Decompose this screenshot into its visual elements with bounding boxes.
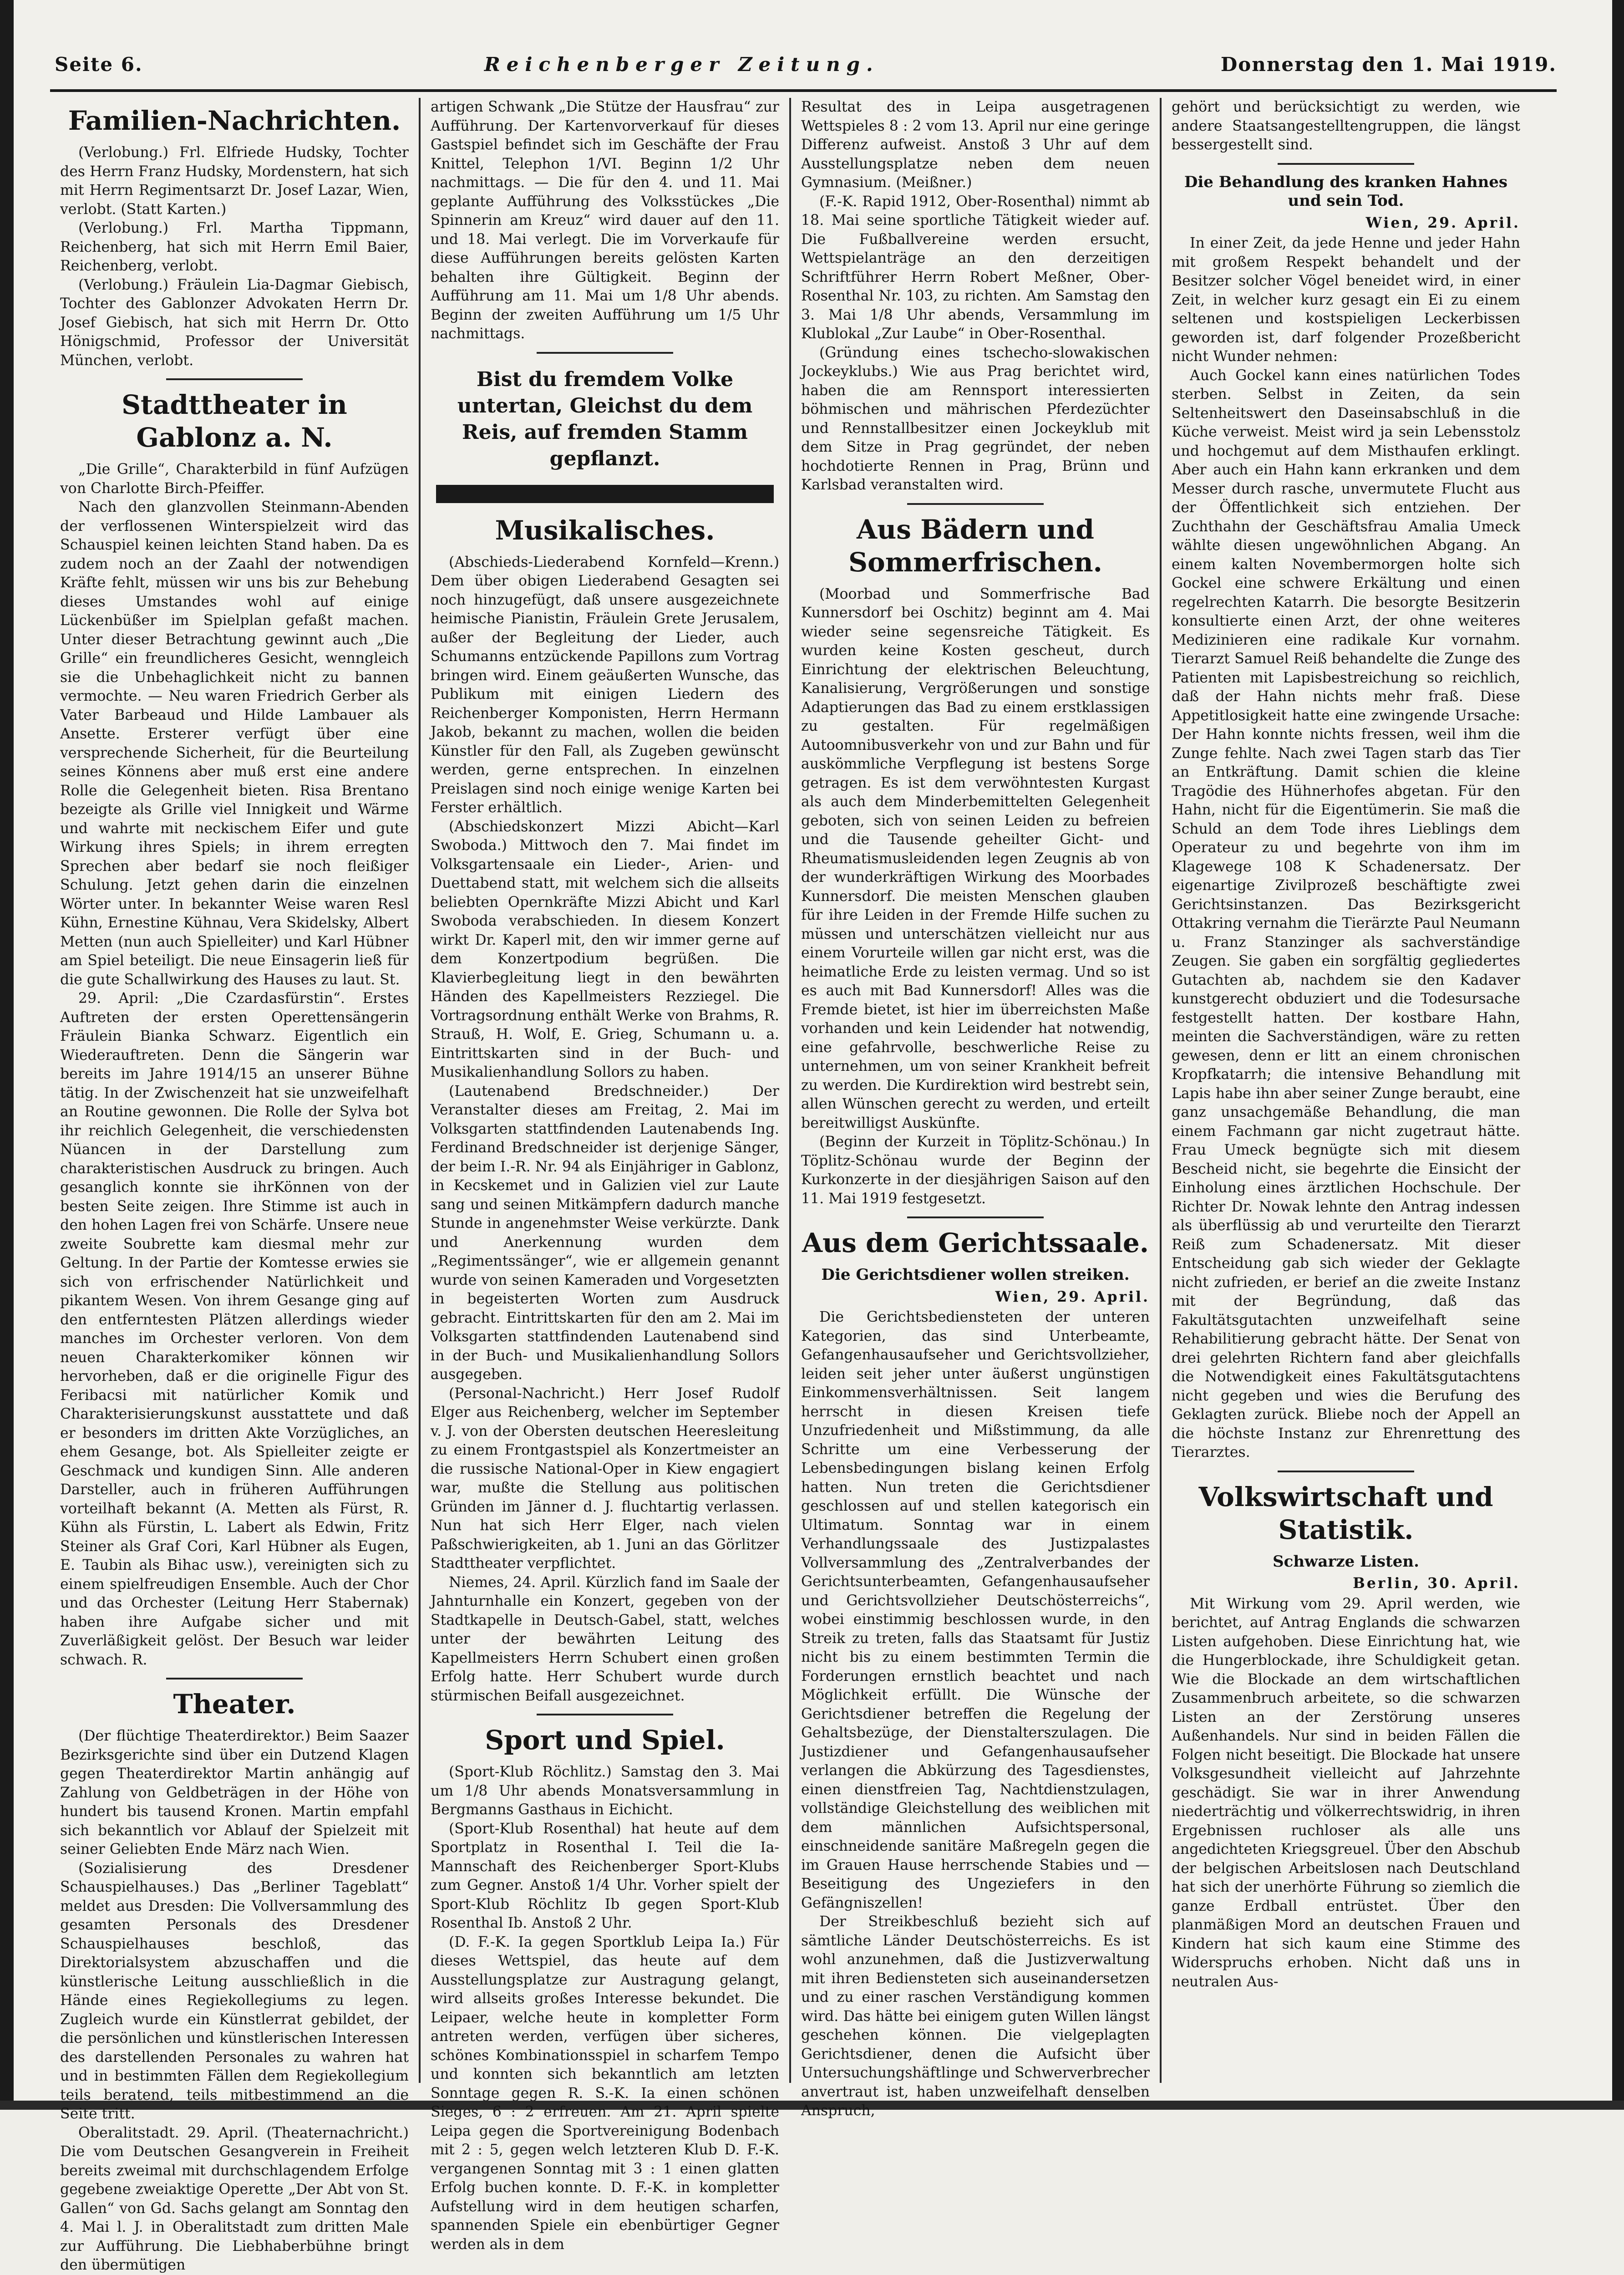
section-title-gerichtssaale: Aus dem Gerichtssaale.	[802, 1227, 1149, 1258]
article-paragraph: Resultat des in Leipa ausgetragenen Wettspieles 8 : 2 vom 13. April nur eine geringe Differenz aufweist. Anstoß 3 Uhr auf dem Ausstellungsplatze neben dem neuen Gymnasium. (Meißner.)	[801, 99, 1150, 191]
dateline: Berlin, 30. April.	[1353, 1575, 1520, 1592]
article-paragraph: (D. F.-K. Ia gegen Sportklub Leipa Ia.) Für dieses Wettspiel, das heute auf dem Ausstellungsplatze zur Austragung gelangt, wird allseits großes Interesse bekundet. Die Leipaer, welche heute in kompletter Form antreten werden, verfügen über sicheres, schönes Kombinationsspiel in scharfem Tempo und konnten sich bekanntlich am letzten Sonntage gegen R. S.-K. Ia einen schönen Sieges, 6 : 2 erfreuen. Am 21. April spielte Leipa gegen die Sportvereinigung Bodenbach mit 2 : 5, gegen welch letzteren Klub D. F.-K. vergangenen Sonntag mit 3 : 1 einen glatten Erfolg buchen konnte. D. F.-K. in kompletter Aufstellung wird in dem heutigen scharfen, spannenden Spiele ein ebenbürtiger Gegner werden als in dem	[431, 1934, 779, 2253]
issue-date: Donnerstag den 1. Mai 1919.	[1220, 53, 1557, 76]
section-title-familien: Familien-Nachrichten.	[68, 105, 401, 136]
article-paragraph: Niemes, 24. April. Kürzlich fand im Saale der Jahnturnhalle ein Konzert, gegeben von der Stadtkapelle in Deutsch-Gabel, statt, welches unter der bewährten Leitung des Kapellmeisters Herrn Schubert einen großen Erfolg hatte. Herr Schubert wurde durch stürmischen Beifall ausgezeichnet.	[431, 1574, 779, 1704]
section-separator	[1278, 1471, 1414, 1472]
section-title-stadttheater: Stadttheater in Gablonz a. N.	[122, 389, 347, 453]
article-paragraph: (Beginn der Kurzeit in Töplitz-Schönau.) In Töplitz-Schönau wurde der Beginn der Kurkonzerte in der diesjährigen Saison auf den 11. Mai 1919 festgesetzt.	[801, 1134, 1150, 1207]
article-paragraph: (Lautenabend Bredschneider.) Der Veranstalter dieses am Freitag, 2. Mai im Volksgarten stattfindenden Lautenabends Ing. Ferdinand Bredschneider ist derjenige Sänger, der beim I.-R. Nr. 94 als Einjähriger in Gablonz, in Kecskemet und in Galizien viel zur Laute sang und seinen Mitkämpfern dadurch manche Stunde in angenehmster Weise verkürzte. Dank und Anerkennung wurden dem „Regimentssänger“, wie er allgemein genannt wurde von seinen Kameraden und Vorgesetzten in begeisterten Worten zum Ausdruck gebracht. Eintrittskarten für den am 2. Mai im Volksgarten stattfindenden Lautenabend sind in der Buch- und Musikalienhandlung Sollors ausgegeben.	[431, 1083, 779, 1383]
article-paragraph: Nach den glanzvollen Steinmann-Abenden der verflossenen Winterspielzeit wird das Schauspiel keinen leichten Stand haben. Da es zudem noch an der Zaahl der notwendigen Kräfte fehlt, müssen wir uns bis zur Behebung dieses Umstandes wohl auf einige Lückenbüßer im Spielplan gefaßt machen. Unter dieser Betrachtung gewinnt auch „Die Grille“ ein freundlicheres Gesicht, wenngleich sie die Unbehaglichkeit nicht zu bannen vermochte. — Neu waren Friedrich Gerber als Vater Barbeaud und Hilde Lambauer als Ansette. Ersterer verfügt über eine versprechende Sicherheit, für die Beurteilung seines Könnens aber muß erst eine andere Rolle die Gelegenheit bieten. Risa Brentano bezeigte als Grille viel Innigkeit und Wärme und wahrte mit neckischem Eifer und gute Wirkung ihres Spiels; in ihrem erregten Sprechen aber bedarf sie noch fleißiger Schulung. Jetzt gehen darin die einzelnen Wörter unter. In bekannter Weise waren Resl Kühn, Ernestine Kühnau, Vera Skidelsky, Albert Metten (nun auch Spielleiter) und Karl Hübner am Spiel beteiligt. Die neue Einsagerin ließ für die gute Schallwirkung des Hauses zu laut. St.	[60, 499, 409, 988]
dateline: Wien, 29. April.	[1365, 214, 1520, 231]
motto-verse: Bist du fremdem Volke untertan, Gleichst du dem Reis, auf fremden Stamm gepflanzt.	[457, 367, 753, 470]
article-subtitle: Die Gerichtsdiener wollen streiken.	[821, 1266, 1130, 1284]
section-title-volkswirtschaft: Volkswirtschaft und Statistik.	[1198, 1481, 1493, 1545]
page-number: Seite 6.	[55, 53, 143, 76]
newspaper-title: Reichenberger Zeitung.	[484, 53, 879, 76]
article-paragraph: (Verlobung.) Frl. Elfriede Hudsky, Tochter des Herrn Franz Hudsky, Mordenstern, hat sich mit Herrn Regimentsarzt Dr. Josef Lazar, Wien, verlobt. (Statt Karten.)	[60, 144, 409, 218]
section-separator	[907, 503, 1044, 505]
black-bar	[436, 485, 774, 503]
section-separator	[1278, 163, 1414, 165]
article-paragraph: Der Streikbeschluß bezieht sich auf sämtliche Länder Deutschösterreichs. Es ist wohl anzunehmen, daß die Justizverwaltung mit ihren Bediensteten sich auseinandersetzen und zu einer raschen Verständigung kommen wird. Das hätte bei einigem guten Willen längst geschehen können. Die vielgeplagten Gerichtsdiener, denen die Aufsicht über Untersuchungshäftlinge und Schwerverbrecher anvertraut ist, haben unzweifelhaft denselben Anspruch,	[801, 1914, 1150, 2119]
article-paragraph: Die Gerichtsbediensteten der unteren Kategorien, das sind Unterbeamte, Gefangenhausaufseher und Gerichtsvollzieher, leiden seit jeher unter äußerst ungünstigen Einkommensverhältnissen. Seit langem herrscht in diesen Kreisen tiefe Unzufriedenheit und Mißstimmung, da alle Schritte um eine Verbesserung der Lebensbedingungen bislang keinen Erfolg hatten. Nun treten die Gerichtsdiener geschlossen auf und stellen kategorisch ein Ultimatum. Sonntag war in einem Verhandlungssaale des Justizpalastes Vollversammlung des „Zentralverbandes der Gerichtsunterbeamten, Gefangenhausaufseher und Gerichtsvollzieher Deutschösterreichs“, wobei einstimmig beschlossen wurde, in den Streik zu treten, falls das Staatsamt für Justiz nicht bis zu einem bestimmten Termin die Forderungen ernstlich beachtet und nach Möglichkeit erfüllt. Die Wünsche der Gerichtsdiener betreffen die Regelung der Gehaltsbezüge, der Dienstalterszulagen. Die Justizdiener und Gefangenhausaufseher verlangen die Abkürzung des Tagesdienstes, einen dienstfreien Tag, Nachtdienstzulagen, vollständige Gleichstellung des weiblichen mit dem männlichen Aufsichtspersonal, einschneidende sanitäre Maßregeln gegen die im Grauen Hause herrschende Stabies und — Beseitigung des Ungeziefers in den Gefängniszellen!	[801, 1309, 1150, 1911]
section-separator	[537, 1714, 673, 1715]
section-separator	[907, 1216, 1044, 1218]
section-separator	[166, 1678, 303, 1680]
header-rule	[50, 89, 1557, 92]
article-paragraph: Oberalitstadt. 29. April. (Theaternachricht.) Die vom Deutschen Gesangverein in Freiheit bereits zweimal mit durchschlagendem Erfolge gegebene zweiaktige Operette „Der Abt von St. Gallen“ von Gd. Sachs gelangt am Sonntag den 4. Mai l. J. in Oberalitstadt zum dritten Male zur Aufführung. Die Liebhaberbühne bringt den übermütigen	[60, 2124, 409, 2273]
article-paragraph: (Abschiedskonzert Mizzi Abicht—Karl Swoboda.) Mittwoch den 7. Mai findet im Volksgartensaale ein Lieder-, Arien- und Duettabend statt, mit welchem sich die allseits beliebten Opernkräfte Mizzi Abicht und Karl Swoboda verabschieden. In diesem Konzert wirkt Dr. Kaperl mit, den wir immer gerne auf dem Konzertpodium begrüßen. Die Klavierbegleitung liegt in den bewährten Händen des Kapellmeisters Rezziegel. Die Vortragsordnung enthält Werke von Brahms, R. Strauß, H. Wolf, E. Grieg, Schumann u. a. Eintrittskarten sind in der Buch- und Musikalienhandlung Sollors zu haben.	[431, 818, 779, 1080]
article-title-hahn: Die Behandlung des kranken Hahnes und sein Tod.	[1184, 173, 1508, 210]
article-paragraph: (Abschieds-Liederabend Kornfeld—Krenn.) Dem über obigen Liederabend Gesagten sei noch hinzugefügt, daß unsere ausgezeichnete heimische Pianistin, Fräulein Grete Jerusalem, außer der Begleitung der Lieder, auch Schumanns entzückende Papillons zum Vortrag bringen wird. Einem geäußerten Wunsche, das Publikum mit einigen Liedern des Reichenberger Komponisten, Herrn Hermann Jakob, bekannt zu machen, wollen die beiden Künstler für den Fall, als Zugeben gewünscht werden, gerne entsprechen. In einzelnen Preislagen sind noch einige wenige Karten bei Ferster erhältlich.	[431, 554, 779, 816]
article-paragraph: Auch Gockel kann eines natürlichen Todes sterben. Selbst in Zeiten, da sein Seltenheitswert den Daseinsabschluß in die Küche verweist. Meist wird ja sein Lebensstolz und hochgemut auf dem Misthaufen erklingt. Aber auch ein Hahn kann erkranken und dem Messer durch rasche, unvermutete Flucht aus der Öffentlichkeit sich entziehen. Der Zuchthahn der Geschäftsfrau Amalia Umeck wählte diesen ungewöhnlichen Abgang. An einem kalten Novembermorgen holte sich Gockel eine schwere Erkältung und einen regelrechten Katarrh. Die besorgte Besitzerin konsultierte einen Arzt, der ohne weiteres Medizinieren eine radikale Kur vornahm. Tierarzt Samuel Reiß behandelte die Zunge des Patienten mit Lapisbestreichung so reichlich, daß der Hahn nichts mehr fraß. Diese Appetitlosigkeit hatte eine zwingende Ursache: Der Hahn konnte nichts fressen, weil ihm die Zunge fehlte. Nach zwei Tagen starb das Tier an Entkräftung. Damit schien die kleine Tragödie des Hühnerhofes abgetan. Für den Hahn, nicht für die Eigentümerin. Sie maß die Schuld an dem Tode ihres Lieblings dem Operateur zu und begehrte von ihm im Klagewege 108 K Schadenersatz. Der eigenartige Zivilprozeß beschäftigte zwei Gerichtsinstanzen. Das Bezirksgericht Ottakring vernahm die Tierärzte Paul Neumann u. Franz Stanzinger als sachverständige Zeugen. Sie gaben ein sorgfältig gegliedertes Gutachten ab, nachdem sie den Kadaver kunstgerecht obduziert und die Todesursache festgestellt hatten. Der kostbare Hahn, meinten die Sachverständigen, wäre zu retten gewesen, denn er litt an einem chronischen Kropfkatarrh; die intensive Behandlung mit Lapis habe ihn aber seiner Zunge beraubt, eine ganz unsachgemäße Behandlung, die man einem Fachmann gar nicht zugetraut hätte. Frau Umeck begnügte sich mit diesem Bescheid nicht, sie begehrte die Einsicht der Einholung eines ärztlichen Hochschule. Der Richter Dr. Nowak lehnte den Antrag indessen als überflüssig ab und verurteilte den Tierarzt Reiß zum Schadenersatz. Mit dieser Entscheidung gab sich wieder der Geklagte nicht zufrieden, er berief an die zweite Instanz mit der Begründung, daß das Fakultätsgutachten unzweifelhaft seine Rehabilitierung gebracht hätte. Der Senat von drei gelehrten Richtern fand aber gleichfalls die Notwendigkeit eines Fakultätsgutachtens nicht gegeben und wies die Berufung des Geklagten zurück. Bliebe noch der Appell an die höchste Instanz zur Ehrenrettung des Tierarztes.	[1172, 367, 1520, 1461]
section-title-baeder: Aus Bädern und Sommerfrischen.	[848, 514, 1102, 578]
article-paragraph: (Sport-Klub Röchlitz.) Samstag den 3. Mai um 1/8 Uhr abends Monatsversammlung in Bergmanns Gasthaus in Eichicht.	[431, 1764, 779, 1818]
section-title-sport: Sport und Spiel.	[485, 1725, 725, 1756]
article-paragraph: In einer Zeit, da jede Henne und jeder Hahn mit großem Respekt behandelt und der Besitzer solcher Vögel beneidet wird, in einer Zeit, in welcher kurz gesagt ein Ei zu einem seltenen und kostspieligen Leckerbissen geworden ist, darf folgender Prozeßbericht nicht Wunder nehmen:	[1172, 235, 1520, 365]
article-paragraph: (Gründung eines tschecho-slowakischen Jockeyklubs.) Wie aus Prag berichtet wird, haben die am Rennsport interessierten böhmischen und mährischen Pferdezüchter und Rennstallbesitzer einen Jockeyklub mit dem Sitze in Prag gegründet, der neben hochdotierte Rennen in Prag, Brünn und Karlsbad veranstalten wird.	[801, 344, 1150, 493]
scan-edge-left	[0, 0, 14, 2110]
article-paragraph: (Sport-Klub Rosenthal) hat heute auf dem Sportplatz in Rosenthal I. Teil die Ia-Mannschaft des Reichenberger Sport-Klubs zum Gegner. Anstoß 1/4 Uhr. Vorher spielt der Sport-Klub Röchlitz Ib gegen Sport-Klub Rosenthal Ib. Anstoß 2 Uhr.	[431, 1820, 779, 1931]
section-title-theater: Theater.	[173, 1689, 296, 1720]
columns	[50, 98, 1557, 2273]
article-paragraph: (Der flüchtige Theaterdirektor.) Beim Saazer Bezirksgerichte sind über ein Dutzend Klagen gegen Theaterdirektor Martin anhängig auf Zahlung von Geldbeträgen in der Höhe von hundert bis tausend Kronen. Martin empfahl sich bekanntlich vor Ablauf der Spielzeit mit seiner Geliebten Ende März nach Wien.	[60, 1728, 409, 1858]
column-1	[50, 98, 419, 2273]
article-paragraph: (Sozialisierung des Dresdener Schauspielhauses.) Das „Berliner Tageblatt“ meldet aus Dresden: Die Vollversammlung des gesamten Personals des Dresdener Schauspielhauses beschloß, das Direktorialsystem abzuschaffen und die künstlerische Leitung ausschließlich in die Hände eines Regiekollegiums zu legen. Zugleich wurde ein Künstlerrat gebildet, der die persönlichen und künstlerischen Interessen des darstellenden Personales zu wahren hat und in bestimmten Fällen dem Regiekollegium teils beratend, teils mitbestimmend an die Seite tritt.	[60, 1860, 409, 2122]
page-header	[55, 44, 1557, 85]
section-separator	[166, 378, 303, 380]
article-paragraph: „Die Grille“, Charakterbild in fünf Aufzügen von Charlotte Birch-Pfeiffer.	[60, 461, 409, 497]
article-paragraph: (Moorbad und Sommerfrische Bad Kunnersdorf bei Oschitz) beginnt am 4. Mai wieder seine segensreiche Tätigkeit. Es wurden keine Kosten gescheut, durch Einrichtung der elektrischen Beleuchtung, Kanalisierung, Vergrößerungen und sonstige Adaptierungen das Bad zu einem erstklassigen zu gestalten. Für regelmäßigen Autoomnibusverkehr von und zur Bahn und für auskömmliche Verpflegung ist bestens Sorge getragen. Es ist dem verwöhntesten Kurgast als auch dem Minderbemittelten Gelegenheit geboten, sich von seinen Leiden zu befreien und die Tausende geheilter Gicht- und Rheumatismusleidenden legen Zeugnis ab von der wunderkräftigen Wirkung des Moorbades Kunnersdorf. Die meisten Menschen glauben für ihre Leiden in der Fremde Hilfe suchen zu müssen und unterschätzen vielleicht nur aus einem Vorurteile willen gar nicht erst, was die heimatliche Erde zu leisten vermag. Und so ist es auch mit Bad Kunnersdorf! Alles was die Fremde bietet, ist hier im überreichsten Maße vorhanden und kein Leidender hat notwendig, eine gefahrvolle, beschwerliche Reise zu unternehmen, um von seiner Krankheit befreit zu werden. Die Kurdirektion wird bestrebt sein, allen Wünschen gerecht zu werden, und erteilt bereitwilligst Auskünfte.	[801, 585, 1150, 1131]
section-title-musikalisches: Musikalisches.	[495, 514, 715, 546]
article-paragraph: Mit Wirkung vom 29. April werden, wie berichtet, auf Antrag Englands die schwarzen Listen aufgehoben. Diese Einrichtung hat, wie die Hungerblockade, ihre Schuldigkeit getan. Wie die Blockade an dem wirtschaftlichen Zusammenbruch arbeitete, so die schwarzen Listen an der Zerstörung unseres Außenhandels. Nur sind in beiden Fällen die Folgen nicht beseitigt. Die Blockade hat unsere Volksgesundheit vielleicht auf Jahrzehnte geschädigt. Sie war in ihrer Anwendung niederträchtig und völkerrechtswidrig, in ihren Ergebnissen ruchloser als alle uns angedichteten Kriegsgreuel. Über den Abschub der belgischen Arbeitslosen nach Deutschland hat sich der unerhörte Führung so ziemlich die ganze Erdball entrüstet. Über den planmäßigen Mord an deutschen Frauen und Kindern hat sich kaum eine Stimme des Widerspruchs erhoben. Nicht daß uns in neutralen Aus-	[1172, 1595, 1520, 1990]
article-paragraph: artigen Schwank „Die Stütze der Hausfrau“ zur Aufführung. Der Kartenvorverkauf für dieses Gastspiel befindet sich im Geschäfte der Frau Knittel, Telephon 1/VI. Beginn 1/2 Uhr nachmittags. — Die für den 4. und 11. Mai geplante Aufführung des Volksstückes „Die Spinnerin am Kreuz“ wird dauer auf den 11. und 18. Mai verlegt. Die im Vorverkaufe für diese Aufführungen bereits gelösten Karten behalten ihre Gültigkeit. Beginn der Aufführung am 11. Mai um 1/8 Uhr abends. Beginn der zweiten Aufführung um 1/5 Uhr nachmittags.	[431, 99, 779, 342]
article-paragraph: (F.-K. Rapid 1912, Ober-Rosenthal) nimmt ab 18. Mai seine sportliche Tätigkeit wieder auf. Die Fußballvereine werden ersucht, Wettspielanträge an den derzeitigen Schriftführer Herrn Robert Meßner, Ober-Rosenthal Nr. 103, zu richten. Am Samstag den 3. Mai 1/8 Uhr abends, Versammlung im Klublokal „Zur Laube“ in Ober-Rosenthal.	[801, 193, 1150, 342]
article-paragraph: 29. April: „Die Czardasfürstin“. Erstes Auftreten der ersten Operettensängerin Fräulein Bianka Schwarz. Eigentlich ein Wiederauftreten. Denn die Sängerin war bereits im Jahre 1914/15 an unserer Bühne tätig. In der Zwischenzeit hat sie unzweifelhaft an Routine gewonnen. Die Rolle der Sylva bot ihr reichlich Gelegenheit, die verschiedensten Nüancen in der Darstellung zum charakteristischen Ausdruck zu bringen. Auch gesanglich konnte sie ihrKönnen von der besten Seite zeigen. Ihre Stimme ist auch in den hohen Lagen frei von Schärfe. Unsere neue zweite Soubrette kam diesmal mehr zur Geltung. In der Partie der Komtesse erwies sie sich von erfrischender Natürlichkeit und pikantem Wesen. Von ihrem Gesange ging auf den entferntesten Plätzen allerdings wieder manches im Orchester verloren. Von dem neuen Charakterkomiker können wir hervorheben, daß er die originelle Figur des Feribacsi mit natürlicher Komik und Charakterisierungskunst ausstattete und daß er besonders im dritten Akte Vorzügliches, an ehem Gesange, bot. Als Spielleiter zeigte er Geschmack und kundigen Sinn. Alle anderen Darsteller, auch in früheren Aufführungen vorteilhaft bekannt (A. Metten als Fürst, R. Kühn als Fürstin, L. Labert als Edwin, Fritz Steiner als Graf Cori, Karl Hübner als Eugen, E. Taubin als Bihac usw.), vereinigten sich zu einem spielfreudigen Ensemble. Auch der Chor und das Orchester (Leitung Herr Stabernak) haben ihre Aufgabe sicher und mit Zuverläßigkeit gelöst. Der Besuch war leider schwach. R.	[60, 990, 409, 1668]
column-3	[791, 98, 1160, 2119]
article-paragraph: gehört und berücksichtigt zu werden, wie andere Staatsangestelltengruppen, die längst bessergestellt sind.	[1172, 99, 1520, 153]
column-2	[421, 98, 789, 2253]
section-separator	[537, 352, 673, 354]
scan-edge-right	[1612, 0, 1624, 2110]
column-4	[1162, 98, 1530, 2083]
dateline: Wien, 29. April.	[995, 1288, 1150, 1305]
article-paragraph: (Personal-Nachricht.) Herr Josef Rudolf Elger aus Reichenberg, welcher im September v. J. von der Obersten deutschen Heeresleitung zu einem Frontgastspiel als Konzertmeister an die russische National-Oper in Kiew engagiert war, mußte die Stellung aus politischen Gründen im Jänner d. J. fluchtartig verlassen. Nun hat sich Herr Elger, nach vielen Paßschwierigkeiten, ab 1. Juni an das Görlitzer Stadttheater verpflichtet.	[431, 1385, 779, 1572]
article-subtitle: Schwarze Listen.	[1273, 1552, 1419, 1571]
article-paragraph: (Verlobung.) Fräulein Lia-Dagmar Giebisch, Tochter des Gablonzer Advokaten Herrn Dr. Josef Giebisch, hat sich mit Herrn Dr. Otto Hönigschmid, Professor der Universität München, verlobt.	[60, 276, 409, 369]
article-paragraph: (Verlobung.) Frl. Martha Tippmann, Reichenberg, hat sich mit Herrn Emil Baier, Reichenberg, verlobt.	[60, 220, 409, 274]
